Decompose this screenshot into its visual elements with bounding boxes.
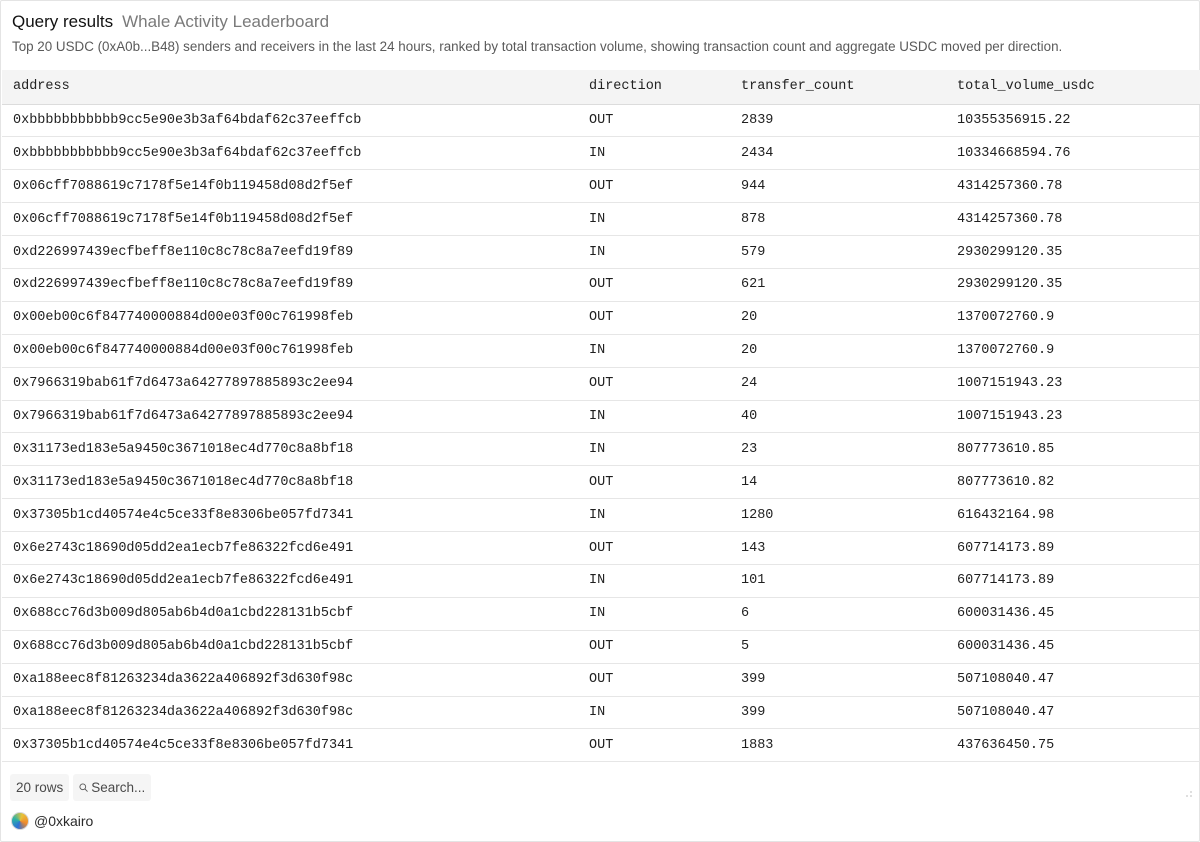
cell-address: 0x6e2743c18690d05dd2ea1ecb7fe86322fcd6e491 [2,564,578,597]
cell-direction: OUT [578,663,730,696]
cell-address: 0xbbbbbbbbbbb9cc5e90e3b3af64bdaf62c37eeffcb [2,137,578,170]
table-row[interactable] [2,137,1200,170]
results-table [2,70,1200,762]
cell-direction: IN [578,137,730,170]
table-row[interactable] [2,367,1200,400]
table-row[interactable] [2,203,1200,236]
query-name[interactable]: Whale Activity Leaderboard [122,12,330,31]
cell-direction: IN [578,499,730,532]
cell-direction: OUT [578,466,730,499]
cell-total-volume-usdc: 10355356915.22 [946,104,1200,137]
table-row[interactable] [2,400,1200,433]
table-header-row [2,70,1200,104]
table-row[interactable] [2,268,1200,301]
cell-transfer-count: 40 [730,400,946,433]
cell-transfer-count: 143 [730,532,946,565]
cell-total-volume-usdc: 2930299120.35 [946,236,1200,269]
cell-total-volume-usdc: 4314257360.78 [946,203,1200,236]
cell-direction: IN [578,236,730,269]
cell-direction: IN [578,696,730,729]
table-row[interactable] [2,597,1200,630]
cell-transfer-count: 5 [730,630,946,663]
cell-direction: OUT [578,367,730,400]
cell-transfer-count: 944 [730,170,946,203]
table-row[interactable] [2,564,1200,597]
cell-direction: IN [578,564,730,597]
cell-total-volume-usdc: 616432164.98 [946,499,1200,532]
cell-transfer-count: 14 [730,466,946,499]
cell-total-volume-usdc: 600031436.45 [946,597,1200,630]
cell-total-volume-usdc: 807773610.85 [946,433,1200,466]
table-row[interactable] [2,499,1200,532]
page-title: Query results [12,12,114,31]
cell-transfer-count: 101 [730,564,946,597]
table-row[interactable] [2,466,1200,499]
cell-address: 0x688cc76d3b009d805ab6b4d0a1cbd228131b5cbf [2,630,578,663]
cell-transfer-count: 20 [730,334,946,367]
cell-direction: IN [578,334,730,367]
search-box[interactable] [73,774,151,801]
column-header-total-volume-usdc[interactable]: total_volume_usdc [946,70,1200,104]
cell-direction: IN [578,433,730,466]
cell-address: 0x00eb00c6f847740000884d00e03f00c761998feb [2,301,578,334]
author-handle[interactable]: @0xkairo [34,813,94,829]
cell-transfer-count: 2434 [730,137,946,170]
cell-total-volume-usdc: 807773610.82 [946,466,1200,499]
cell-direction: IN [578,400,730,433]
cell-total-volume-usdc: 507108040.47 [946,696,1200,729]
author-attribution[interactable] [11,811,93,831]
cell-total-volume-usdc: 2930299120.35 [946,268,1200,301]
cell-address: 0x688cc76d3b009d805ab6b4d0a1cbd228131b5cbf [2,597,578,630]
cell-total-volume-usdc: 607714173.89 [946,564,1200,597]
resize-handle-icon[interactable] [1185,790,1193,798]
search-input[interactable]: Search... [91,780,146,795]
cell-address: 0x31173ed183e5a9450c3671018ec4d770c8a8bf18 [2,433,578,466]
cell-total-volume-usdc: 600031436.45 [946,630,1200,663]
cell-total-volume-usdc: 437636450.75 [946,729,1200,762]
cell-direction: OUT [578,268,730,301]
cell-address: 0xd226997439ecfbeff8e110c8c78c8a7eefd19f89 [2,236,578,269]
cell-direction: OUT [578,532,730,565]
table-row[interactable] [2,236,1200,269]
table-row[interactable] [2,729,1200,762]
cell-transfer-count: 621 [730,268,946,301]
table-row[interactable] [2,301,1200,334]
table-row[interactable] [2,433,1200,466]
cell-transfer-count: 399 [730,663,946,696]
column-header-address[interactable]: address [2,70,578,104]
cell-total-volume-usdc: 10334668594.76 [946,137,1200,170]
cell-direction: OUT [578,729,730,762]
cell-address: 0x7966319bab61f7d6473a64277897885893c2ee94 [2,367,578,400]
query-description: Top 20 USDC (0xA0b...B48) senders and receivers in the last 24 hours, ranked by total transaction volume, showing transaction count and aggregate USDC moved per direction. [12,39,1063,54]
cell-total-volume-usdc: 607714173.89 [946,532,1200,565]
cell-transfer-count: 20 [730,301,946,334]
cell-total-volume-usdc: 1007151943.23 [946,400,1200,433]
cell-transfer-count: 2839 [730,104,946,137]
cell-address: 0x06cff7088619c7178f5e14f0b119458d08d2f5ef [2,203,578,236]
cell-direction: IN [578,203,730,236]
cell-transfer-count: 6 [730,597,946,630]
cell-transfer-count: 878 [730,203,946,236]
cell-address: 0x6e2743c18690d05dd2ea1ecb7fe86322fcd6e491 [2,532,578,565]
cell-address: 0x00eb00c6f847740000884d00e03f00c761998feb [2,334,578,367]
row-count: 20 rows [10,774,69,801]
cell-total-volume-usdc: 1007151943.23 [946,367,1200,400]
table-row[interactable] [2,334,1200,367]
cell-address: 0x31173ed183e5a9450c3671018ec4d770c8a8bf18 [2,466,578,499]
column-header-transfer-count[interactable]: transfer_count [730,70,946,104]
table-row[interactable] [2,696,1200,729]
cell-address: 0xbbbbbbbbbbb9cc5e90e3b3af64bdaf62c37eeffcb [2,104,578,137]
cell-direction: IN [578,597,730,630]
cell-direction: OUT [578,301,730,334]
cell-direction: OUT [578,104,730,137]
table-row[interactable] [2,630,1200,663]
column-header-direction[interactable]: direction [578,70,730,104]
cell-address: 0xa188eec8f81263234da3622a406892f3d630f98c [2,663,578,696]
table-footer [10,774,151,801]
table-row[interactable] [2,532,1200,565]
cell-direction: OUT [578,170,730,203]
cell-total-volume-usdc: 1370072760.9 [946,301,1200,334]
cell-total-volume-usdc: 507108040.47 [946,663,1200,696]
table-row[interactable] [2,104,1200,137]
cell-address: 0xa188eec8f81263234da3622a406892f3d630f98c [2,696,578,729]
cell-address: 0x37305b1cd40574e4c5ce33f8e8306be057fd7341 [2,729,578,762]
cell-transfer-count: 24 [730,367,946,400]
cell-address: 0x7966319bab61f7d6473a64277897885893c2ee94 [2,400,578,433]
cell-transfer-count: 23 [730,433,946,466]
cell-address: 0xd226997439ecfbeff8e110c8c78c8a7eefd19f89 [2,268,578,301]
cell-address: 0x06cff7088619c7178f5e14f0b119458d08d2f5ef [2,170,578,203]
cell-direction: OUT [578,630,730,663]
cell-total-volume-usdc: 1370072760.9 [946,334,1200,367]
cell-address: 0x37305b1cd40574e4c5ce33f8e8306be057fd7341 [2,499,578,532]
table-body [2,104,1200,762]
cell-transfer-count: 579 [730,236,946,269]
cell-transfer-count: 399 [730,696,946,729]
table-row[interactable] [2,663,1200,696]
cell-total-volume-usdc: 4314257360.78 [946,170,1200,203]
search-icon [79,781,88,794]
cell-transfer-count: 1280 [730,499,946,532]
table-row[interactable] [2,170,1200,203]
header [12,12,1192,34]
cell-transfer-count: 1883 [730,729,946,762]
avatar [11,812,29,830]
